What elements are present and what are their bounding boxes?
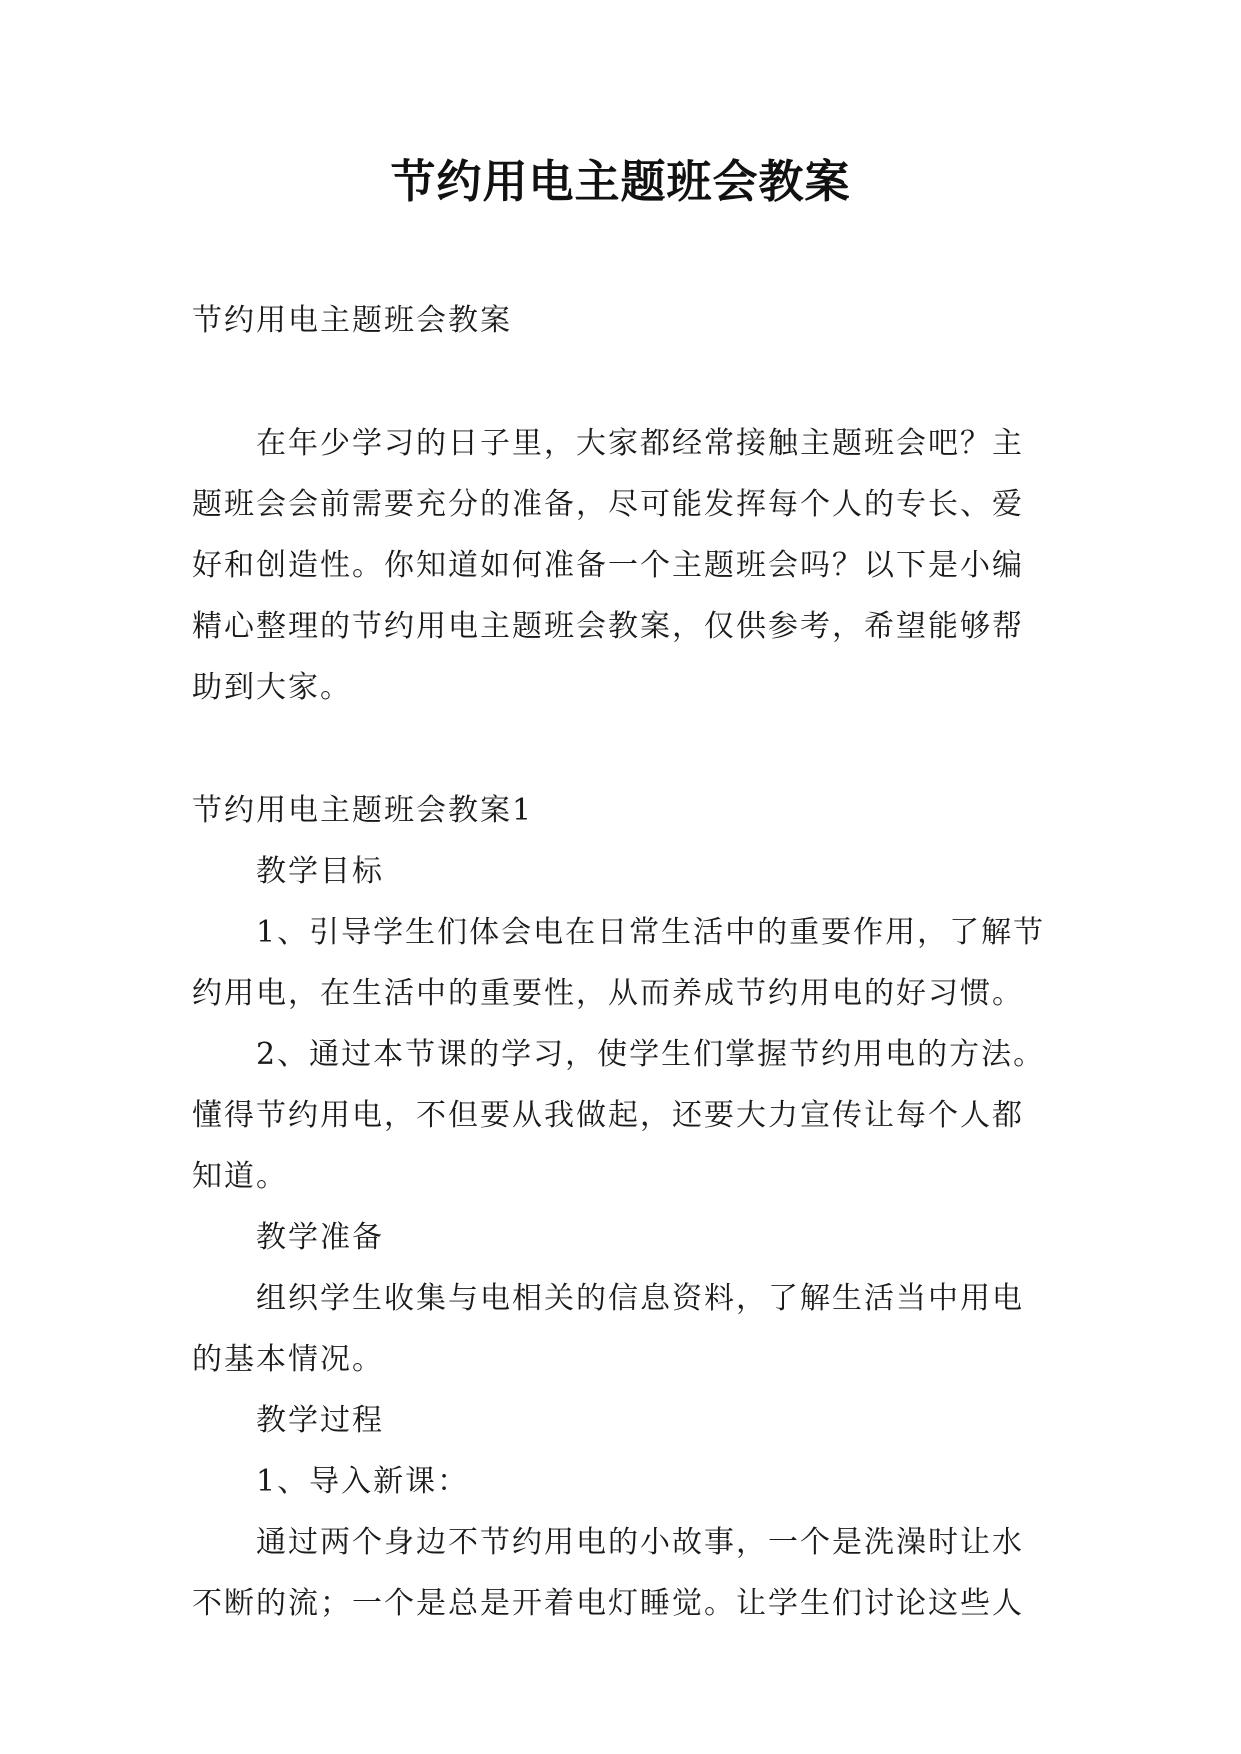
document-title: 节约用电主题班会教案 (390, 155, 851, 208)
teaching-process-heading: 教学过程 (256, 1403, 384, 1438)
process-paragraph: 通过两个身边不节约用电的小故事，一个是洗澡时让水不断的流；一个是总是开着电灯睡觉。让学生们讨论这些人 (192, 1525, 1024, 1621)
goal-item-2: 2、通过本节课的学习，使学生们掌握节约用电的方法。懂得节约用电，不但要从我做起，还要大力宣传让每个人都知道。 (192, 1037, 1046, 1194)
process-step-1: 1、导入新课： (256, 1464, 470, 1499)
document-body (192, 290, 1052, 1634)
goal-item-1: 1、引导学生们体会电在日常生活中的重要作用，了解节约用电，在生活中的重要性，从而养成节约用电的好习惯。 (192, 915, 1046, 1011)
subtitle-paragraph: 节约用电主题班会教案 (192, 303, 512, 338)
teaching-goals-heading: 教学目标 (256, 854, 384, 889)
intro-paragraph: 在年少学习的日子里，大家都经常接触主题班会吧？主题班会会前需要充分的准备，尽可能发挥每个人的专长、爱好和创造性。你知道如何准备一个主题班会吗？以下是小编精心整理的节约用电主题班会教案，仅供参考，希望能够帮助到大家。 (192, 426, 1024, 705)
section-heading: 节约用电主题班会教案1 (192, 793, 534, 828)
preparation-paragraph: 组织学生收集与电相关的信息资料，了解生活当中用电的基本情况。 (192, 1281, 1024, 1377)
teaching-preparation-heading: 教学准备 (256, 1220, 384, 1255)
